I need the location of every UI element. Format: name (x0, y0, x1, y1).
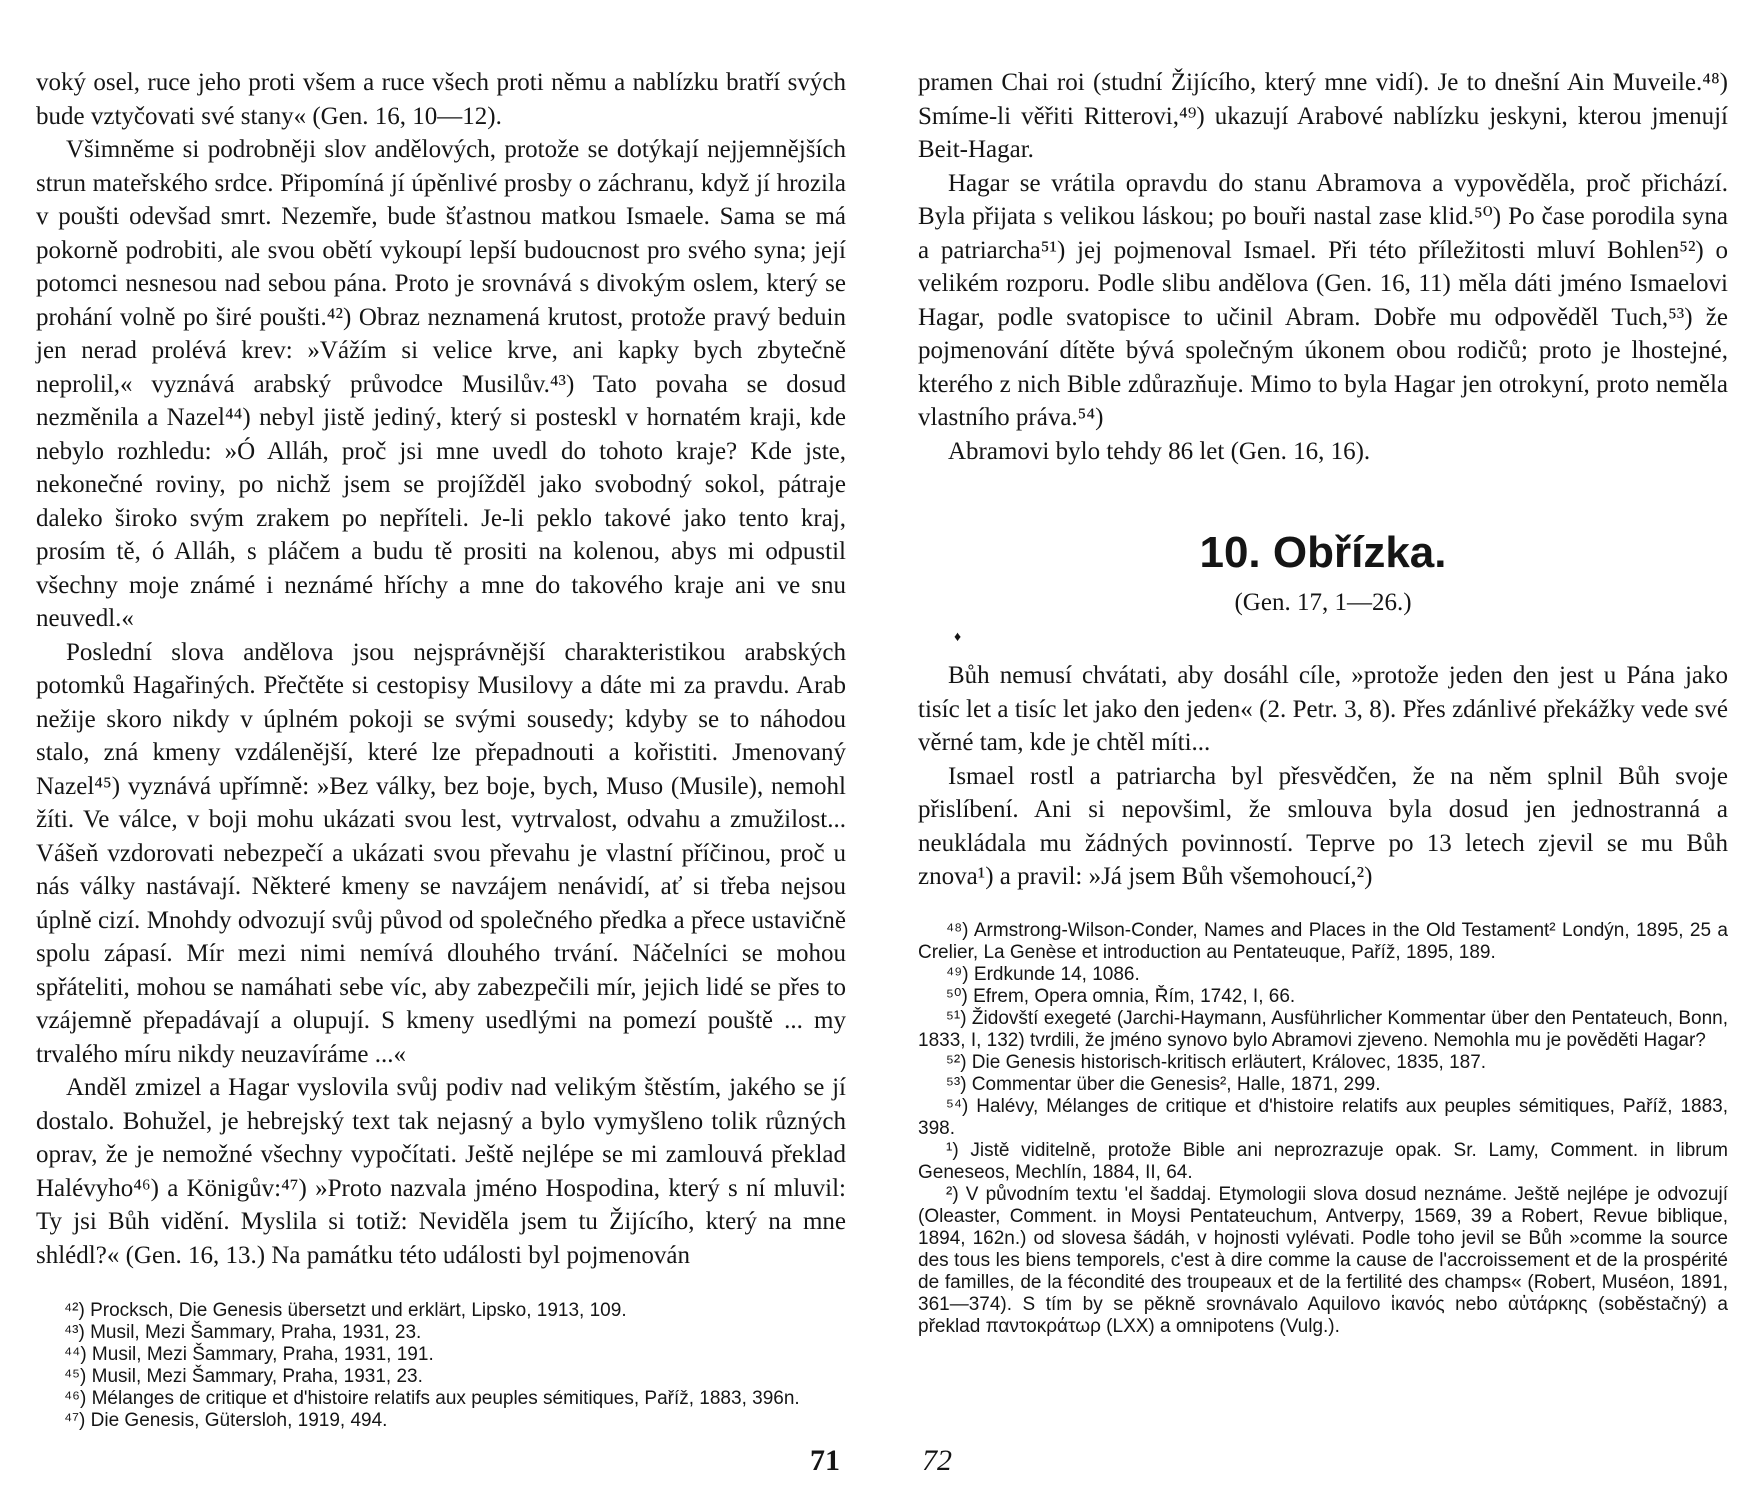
left-footnotes (36, 1300, 846, 1432)
paragraph: Všimněme si podrobněji slov andělových, protože se dotýkají nejjemnějších strun mateřského srdce. Připomíná jí úpěnlivé prosby o záchranu, když jí hrozila v poušti odevšad smrt. Nezemře, bude šťastnou matkou Ismaele. Sama se má pokorně podrobiti, ale svou obětí vykoupí lepší budoucnost pro svého syna; její potomci nesnesou nad sebou pána. Proto je srovnává s divokým oslem, který se prohání volně po širé poušti.⁴²) Obraz neznamená krutost, protože pravý beduin jen nerad prolévá krev: »Vážím si velice krve, ani kapky bych zbytečně neprolil,« vyznává arabský průvodce Musilův.⁴³) Tato povaha se dosud nezměnila a Nazel⁴⁴) nebyl jistě jediný, který si posteskl v hornatém kraji, kde nebylo rozhledu: »Ó Alláh, proč jsi mne uvedl do tohoto kraje? Kde jste, nekonečné roviny, po nichž jsem se projížděl jako svobodný sokol, pátraje daleko široko svým zrakem po nepříteli. Je-li peklo takové jako tento kraj, prosím tě, ó Alláh, s pláčem a budu tě prositi na kolenou, abys mi odpustil všechny moje známé i neznámé hříchy a mne do takového kraje ani ve snu neuvedl.« (36, 136, 846, 632)
paragraph: voký osel, ruce jeho proti všem a ruce všech proti němu a nablízku bratří svých bude vztyčovati své stany« (Gen. 16, 10—12). (36, 69, 846, 130)
footnote: ⁴⁵) Musil, Mezi Šammary, Praha, 1931, 23. (64, 1366, 423, 1387)
paragraph: Anděl zmizel a Hagar vyslovila svůj podiv nad velikým štěstím, jakého se jí dostalo. Bohužel, je hebrejský text tak nejasný a bylo vymyšleno tolik různých oprav, že je nemožné všechny vypočítati. Ještě nejlépe se mi zamlouvá překlad Halévyho⁴⁶) a Königův:⁴⁷) »Proto nazvala jméno Hospodina, který s ní mluvil: Ty jsi Bůh vidění. Myslila si totiž: Neviděla jsem tu Žijícího, který na mne shlédl?« (Gen. 16, 13.) Na památku této události byl pojmenován (36, 1074, 846, 1269)
footnote: ⁴³) Musil, Mezi Šammary, Praha, 1931, 23. (64, 1322, 422, 1343)
left-page (36, 66, 846, 1432)
chapter-title: 10. Obřízka. (1199, 528, 1447, 577)
paragraph: Bůh nemusí chvátati, aby dosáhl cíle, »protože jeden den jest u Pána jako tisíc let a tisíc let jako den jeden« (2. Petr. 3, 8). Přes zdánlivé překážky vede své věrné tam, kde je chtěl míti... (918, 662, 1728, 756)
paragraph: Abramovi bylo tehdy 86 let (Gen. 16, 16). (948, 437, 1371, 465)
left-body-text (36, 66, 846, 1272)
footnote: ⁴⁹) Erdkunde 14, 1086. (946, 963, 1140, 985)
footnote: ⁵⁰) Efrem, Opera omnia, Řím, 1742, I, 66. (946, 985, 1296, 1007)
right-body-text-top (918, 66, 1728, 468)
footnote: ¹) Jistě viditelně, protože Bible ani neprozrazuje opak. Sr. Lamy, Comment. in librum Geneseos, Mechlín, 1884, II, 64. (918, 1139, 1728, 1183)
paragraph: pramen Chai roi (studní Žijícího, který mne vidí). Je to dnešní Ain Muveile.⁴⁸) Smíme-li věřiti Ritterovi,⁴⁹) ukazují Arabové nablízku jeskyni, kterou jmenují Beit-Hagar. (918, 69, 1728, 163)
page-number-right: 72 (922, 1444, 952, 1477)
chapter-reference: (Gen. 17, 1—26.) (1234, 589, 1412, 616)
paragraph: Hagar se vrátila opravdu do stanu Abramova a vypověděla, proč přichází. Byla přijata s velikou láskou; po bouři nastal zase klid.⁵⁰) Po čase porodila syna a patriarcha⁵¹) jej pojmenoval Ismael. Při této příležitosti mluví Bohlen⁵²) o velikém rozporu. Podle slibu andělova (Gen. 16, 11) měla dáti jméno Ismaelovi Hagar, podle svatopisce to učinil Abram. Dobře mu odpověděl Tuch,⁵³) že pojmenování dítěte bývá společným úkonem obou rodičů; proto je lhostejné, kterého z nich Bible zdůrazňuje. Mimo to byla Hagar jen otrokyní, proto neměla vlastního práva.⁵⁴) (918, 169, 1728, 431)
paragraph: Poslední slova andělova jsou nejsprávnější charakteristikou arabských potomků Hagařiných. Přečtěte si cestopisy Musilovy a dáte mi za pravdu. Arab nežije skoro nikdy v úplném pokoji se svými sousedy; kdyby se to náhodou stalo, zná kmeny vzdálenější, které lze přepadnouti a kořistiti. Jmenovaný Nazel⁴⁵) vyznává upřímně: »Bez války, bez boje, bych, Muso (Musile), nemohl žíti. Ve válce, v boji mohu ukázati svou lest, vytrvalost, odvahu a zmužilost... Vášeň vzdorovati nebezpečí a ukázati svou převahu je vlastní příčinou, proč u nás války nastávají. Některé kmeny se navzájem nenávidí, ať si třeba nejsou úplně cizí. Mnohdy odvozují svůj původ od společného předka a přece ustavičně spolu zápasí. Mír mezi nimi nemívá dlouhého trvání. Náčelníci se mohou spřáteliti, mohou se namáhati sebe víc, aby zabezpečili mír, jejich lidé se přes to vzájemně přepadávají a olupují. S kmeny usedlými na pomezí pouště ... my trvalého míru nikdy neuzavíráme ...« (36, 638, 846, 1068)
right-footnotes (918, 920, 1728, 1338)
paragraph: Ismael rostl a patriarcha byl přesvědčen, že na něm splnil Bůh svoje přislíbení. Ani si nepovšiml, že smlouva byla dosud jen jednostranná a neukládala mu žádných povinností. Teprve po 13 letech zjevil se mu Bůh znova¹) a pravil: »Já jsem Bůh všemohoucí,²) (918, 762, 1728, 890)
footnote: ⁴²) Procksch, Die Genesis übersetzt und erklärt, Lipsko, 1913, 109. (64, 1300, 627, 1321)
footnote: ⁵²) Die Genesis historisch-kritisch erläutert, Královec, 1835, 187. (946, 1051, 1487, 1073)
footnote: ⁴⁶) Mélanges de critique et d'histoire relatifs aux peuples sémitiques, Paříž, 1883, 396n. (64, 1388, 800, 1409)
footnote: ⁴⁴) Musil, Mezi Šammary, Praha, 1931, 191. (64, 1344, 434, 1365)
footnote: ²) V původním textu 'el šaddaj. Etymologii slova dosud neznáme. Ještě nejlépe je odvozují (Oleaster, Comment. in Moysi Pentateuchum, Antverpy, 1569, 39 a Robert, Revue biblique, 1894, 162n.) od slovesa šádáh, v hojnosti vylévati. Podle toho jevil se Bůh »comme la source des tous les biens temporels, c'est à dire comme la cause de l'accroissement et de la prospérité de familles, de la fécondité des troupeaux et de la fertilité des champs« (Robert, Muséon, 1891, 361—374). S tím by se pěkně srovnávalo Aquilovo ἱκανός nebo αὐτάρκης (soběstačný) a překlad παντοκράτωρ (LXX) a omnipotens (Vulg.). (918, 1183, 1728, 1337)
footnote: ⁵¹) Židovští exegeté (Jarchi-Haymann, Ausführlicher Kommentar über den Pentateuch, Bonn, 1833, I, 132) tvrdili, že jméno synovo bylo Abramovi zjeveno. Nemohla mu je pověděti Hagar? (918, 1007, 1728, 1051)
ink-mark: ♦ (954, 630, 962, 645)
page-number-left: 71 (810, 1444, 840, 1477)
footnote: ⁵⁴) Halévy, Mélanges de critique et d'histoire relatifs aux peuples sémitiques, Paříž, 1883, 398. (918, 1095, 1728, 1139)
footnote: ⁴⁷) Die Genesis, Gütersloh, 1919, 494. (64, 1410, 388, 1431)
footnote: ⁵³) Commentar über die Genesis², Halle, 1871, 299. (946, 1073, 1381, 1095)
right-body-text-bottom (918, 659, 1728, 894)
footnote: ⁴⁸) Armstrong-Wilson-Conder, Names and Places in the Old Testament² Londýn, 1895, 25 a Crelier, La Genèse et introduction au Pentateuque, Paříž, 1895, 189. (918, 919, 1728, 963)
right-page (918, 66, 1728, 1338)
